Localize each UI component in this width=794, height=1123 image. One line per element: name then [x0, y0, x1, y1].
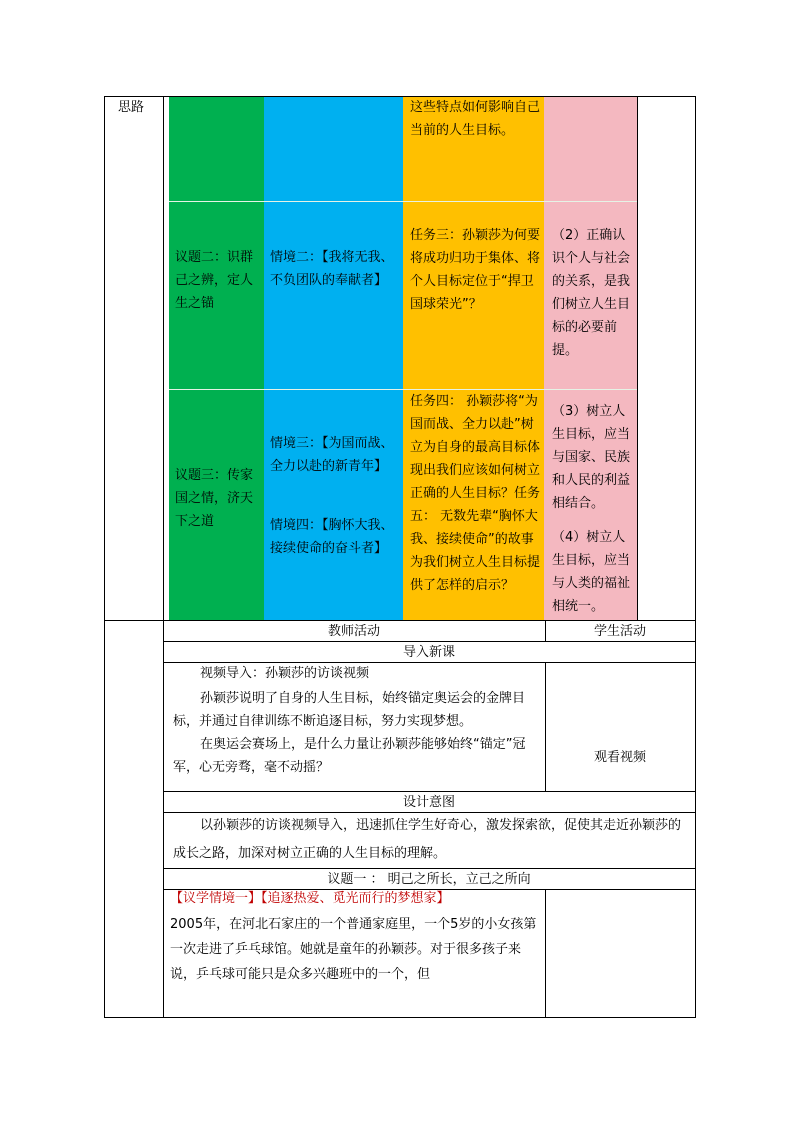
design-intent-text: 以孙颖莎的访谈视频导入，迅速抓住学生好奇心，激发探索欲，促使其走近孙颖莎的成长之路，加深对树立正确的人生目标的理解。	[173, 818, 682, 861]
scene-row1: 情境二：【我将无我、不负团队的奉献者】	[270, 250, 394, 288]
topic-column-bg	[169, 97, 264, 620]
point-row2-b: （4）树立人生目标，应当与人类的福祉相统一。	[552, 530, 631, 614]
design-intent-title: 设计意图	[402, 795, 455, 810]
intro-title: 导入新课	[402, 645, 455, 660]
intro-paragraph-3: 在奥运会赛场上，是什么力量让孙颖莎能够始终“锚定”冠军，心无旁骛，毫不动摇？	[173, 737, 526, 775]
row-label-silu: 思路	[118, 100, 145, 115]
student-activity-header: 学生活动	[593, 624, 646, 639]
scene1-text: 2005年，在河北石家庄的一个普通家庭里，一个5岁的小女孩第一次走进了乒乓球馆。她就是童年的孙颖莎。对于很多孩子来说，乒乓球可能只是众多兴趣班中的一个，但	[170, 917, 537, 982]
topic-row2: 议题三：传家国之情，济天下之道	[175, 468, 254, 529]
intro-paragraph-2: 孙颖莎说明了自身的人生目标，始终锚定奥运会的金牌目标，并通过自律训练不断追逐目标，努力实现梦想。	[173, 691, 526, 729]
student-intro-activity: 观看视频	[593, 750, 646, 765]
task-row2: 任务四： 孙颖莎将“为国而战、全力以赴”树立为自身的最高目标体现出我们应该如何树立正确的人生目标？任务五： 无数先辈“胸怀大我、接续使命”的故事为我们树立人生目标提供了怎样的启示？	[410, 394, 541, 593]
point-row2-a: （3）树立人生目标，应当与国家、民族和人民的利益相结合。	[552, 404, 631, 511]
topic1-title: 议题一 ： 明己之所长，立己之所向	[327, 872, 531, 887]
topic-row1: 议题二：识群己之辨，定人生之锚	[175, 250, 254, 311]
scene-row2-a: 情境三：【为国而战、全力以赴的新青年】	[270, 436, 394, 474]
scene1-label: 【议学情境一】【追逐热爱、觅光而行的梦想家】	[170, 891, 450, 906]
task-row1: 任务三：孙颖莎为何要将成功归功于集体、将个人目标定位于“捍卫国球荣光”？	[410, 228, 541, 312]
teacher-activity-header: 教师活动	[327, 624, 380, 639]
point-row1: （2）正确认识个人与社会的关系，是我们树立人生目标的必要前提。	[552, 228, 631, 358]
intro-paragraph-1: 视频导入：孙颖莎的访谈视频	[200, 666, 370, 681]
task-row0: 这些特点如何影响自己当前的人生目标。	[410, 100, 541, 138]
scene-row2-b: 情境四：【胸怀大我、接续使命的奋斗者】	[270, 518, 394, 556]
